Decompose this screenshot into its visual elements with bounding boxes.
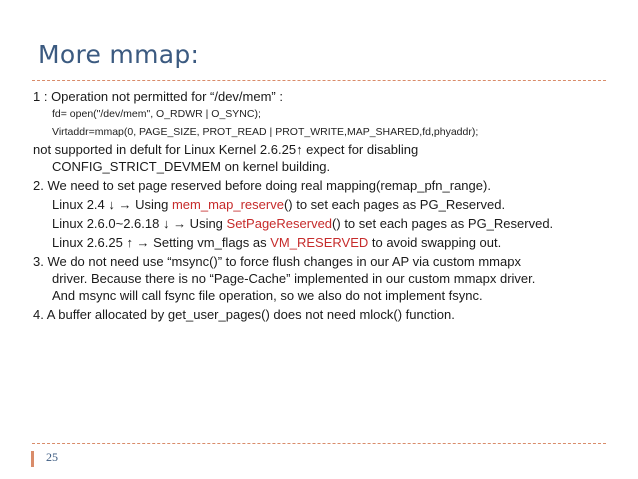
item-3-cont-1: driver. Because there is no “Page-Cache” implemented in our custom mmapx driver.	[52, 271, 536, 286]
mem-map-reserve-fn: mem_map_reserve	[171, 197, 284, 212]
vm-reserved-flag: VM_RESERVED	[270, 235, 369, 250]
set-page-reserved-fn: SetPageReserved	[226, 216, 333, 231]
page-number: 25	[46, 450, 58, 464]
footer-divider	[32, 443, 606, 444]
linux-260-line	[33, 215, 613, 232]
item-2-line: 2. We need to set page reserved before doing real mapping(remap_pfn_range).	[33, 178, 491, 193]
code-line-mmap: Virtaddr=mmap(0, PAGE_SIZE, PROT_READ | PROT_WRITE,MAP_SHARED,fd,phyaddr);	[52, 126, 479, 138]
linux-260-suffix: () to set each pages as PG_Reserved.	[332, 216, 554, 231]
item-1-note-cont: CONFIG_STRICT_DEVMEM on kernel building.	[52, 159, 331, 174]
item-3-line: 3. We do not need use “msync()” to force flush changes in our AP via custom mmapx	[33, 254, 521, 269]
item-4-line: 4. A buffer allocated by get_user_pages() does not need mlock() function.	[33, 307, 455, 322]
slide-body	[33, 88, 613, 323]
slide-title: More mmap:	[38, 40, 200, 69]
linux-2625-prefix: Linux 2.6.25 ↑ → Setting vm_flags as	[52, 235, 271, 250]
item-1-note: not supported in defult for Linux Kernel 2.6.25↑ expect for disabling	[33, 142, 419, 157]
linux-24-prefix: Linux 2.4 ↓ → Using	[52, 197, 172, 212]
linux-24-suffix: () to set each pages as PG_Reserved.	[283, 197, 506, 212]
code-line-open: fd= open("/dev/mem", O_RDWR | O_SYNC);	[52, 108, 261, 120]
linux-260-prefix: Linux 2.6.0~2.6.18 ↓ → Using	[52, 216, 227, 231]
linux-2625-line	[33, 234, 613, 251]
linux-24-line	[33, 196, 613, 213]
item-1-line: 1 : Operation not permitted for “/dev/mem” :	[33, 89, 283, 104]
title-divider	[32, 80, 606, 81]
linux-2625-suffix: to avoid swapping out.	[368, 235, 502, 250]
item-3-cont-2: And msync will call fsync file operation, so we also do not implement fsync.	[52, 288, 483, 303]
page-marker	[31, 451, 34, 467]
